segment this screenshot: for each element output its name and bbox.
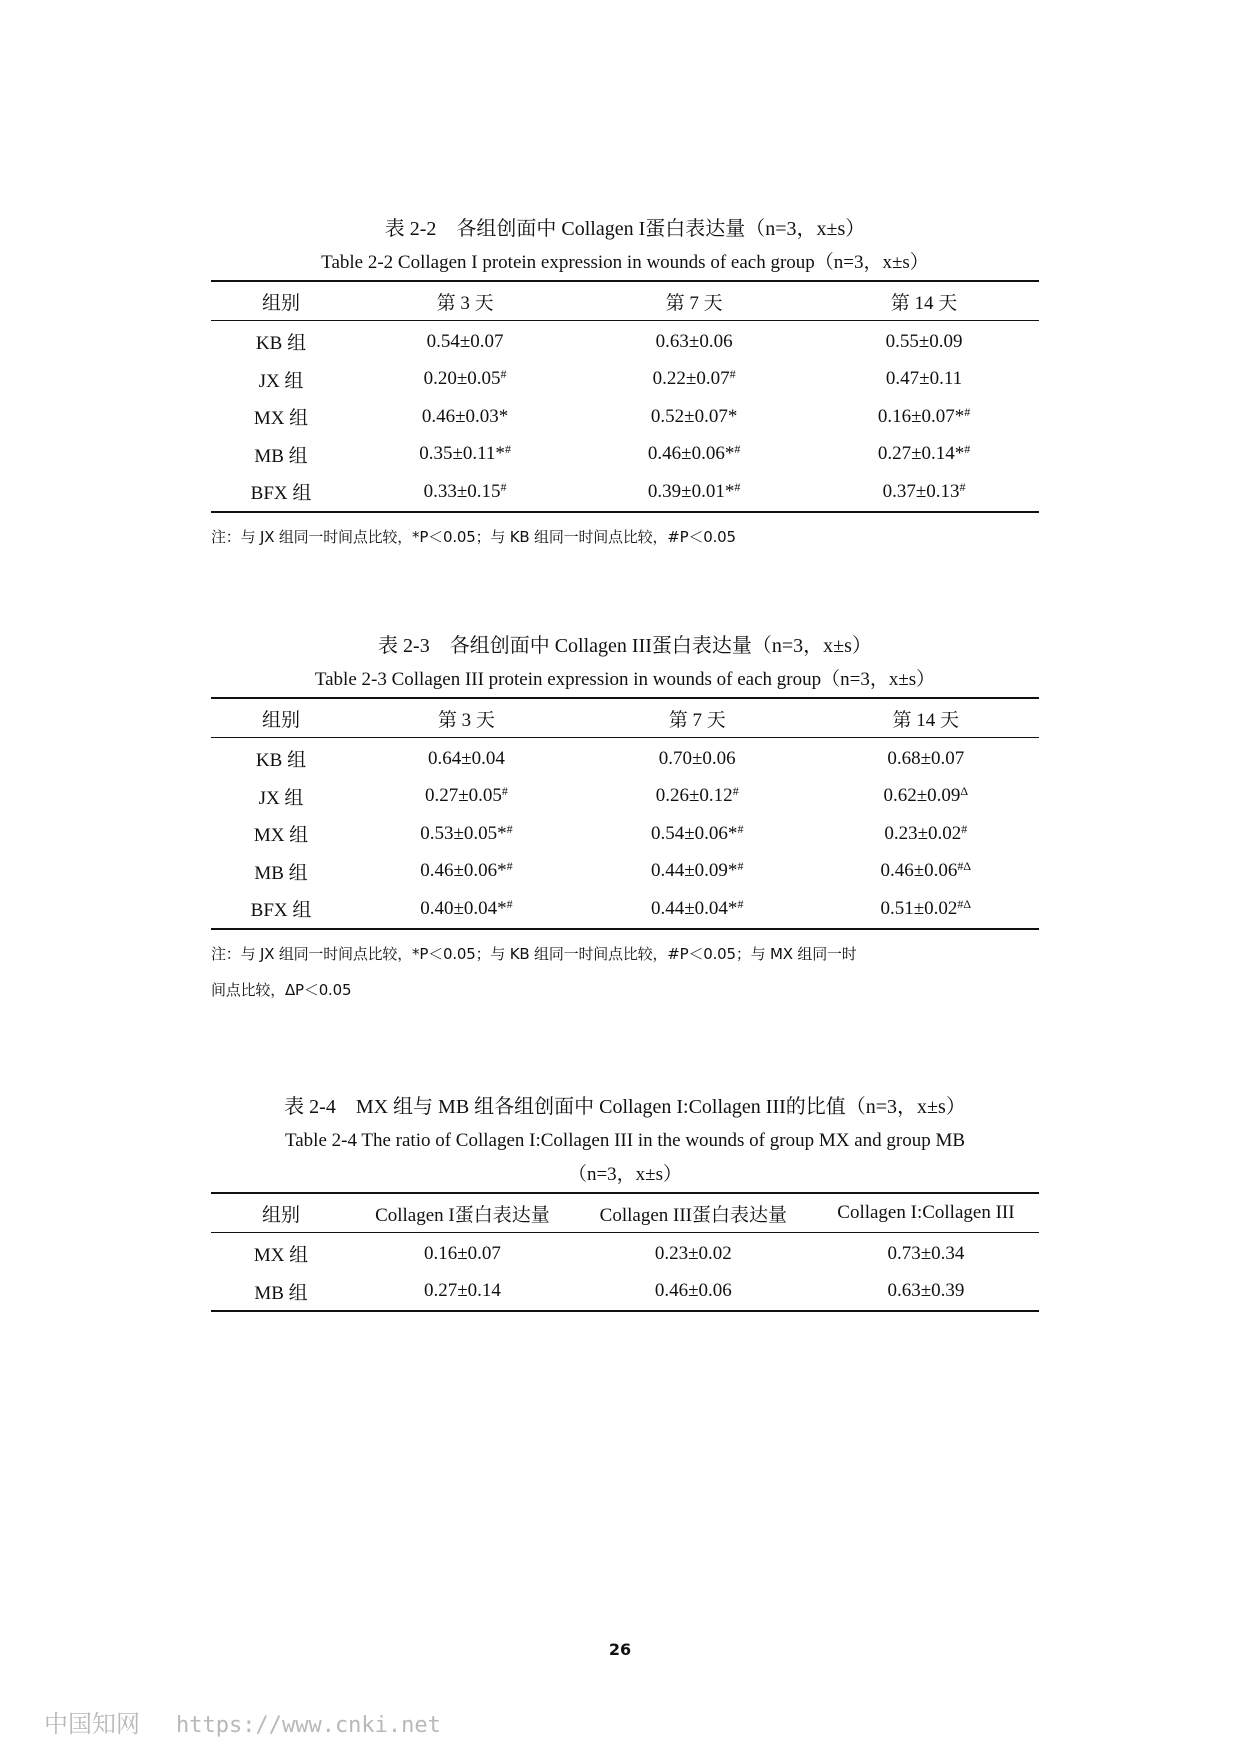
group-cell: MX 组 xyxy=(253,408,309,430)
value-cell: 0.37±0.13# xyxy=(882,479,966,502)
column-header: 组别 xyxy=(211,1193,351,1233)
value-cell: 0.23±0.02# xyxy=(884,821,968,844)
value-cell: 0.16±0.07 xyxy=(423,1242,501,1264)
column-header: 第 7 天 xyxy=(579,281,809,321)
table-caption-en-cont: （n=3，x±s） xyxy=(567,1164,683,1185)
table-note: 注：与 JX 组同一时间点比较，*P＜0.05；与 KB 组同一时间点比较，#P＜0.05；与 MX 组同一时 间点比较，ΔP＜0.05 xyxy=(211,944,857,999)
table-row xyxy=(211,778,1039,816)
value-cell: 0.39±0.01*# xyxy=(647,479,741,502)
value-cell: 0.68±0.07 xyxy=(887,747,965,769)
group-cell: MX 组 xyxy=(253,1245,309,1267)
table-row xyxy=(211,436,1039,474)
value-cell: 0.46±0.06*# xyxy=(647,442,741,465)
table-caption-zh: 表 2-3 各组创面中 Collagen III蛋白表达量（n=3，x±s） xyxy=(378,635,872,657)
value-cell: 0.64±0.04 xyxy=(427,747,505,769)
value-cell: 0.20±0.05# xyxy=(423,367,507,390)
column-header: 第 14 天 xyxy=(813,698,1039,738)
value-cell: 0.26±0.12# xyxy=(655,784,739,807)
watermark-site: 中国知网 xyxy=(44,1710,140,1738)
value-cell: 0.53±0.05*# xyxy=(420,821,513,844)
value-cell: 0.23±0.02 xyxy=(654,1242,732,1264)
value-cell: 0.44±0.09*# xyxy=(651,859,744,882)
table-row xyxy=(211,398,1039,436)
data-table xyxy=(211,280,1039,513)
table-row xyxy=(211,1273,1039,1312)
group-cell: MB 组 xyxy=(254,862,308,884)
watermark xyxy=(44,1704,441,1739)
value-cell: $0.46\pm 0.06^{\#\Delta}$ xyxy=(880,859,972,882)
group-cell: BFX 组 xyxy=(250,900,312,922)
value-cell: 0.47±0.11 xyxy=(885,368,963,390)
group-cell: BFX 组 xyxy=(250,483,312,505)
table-row xyxy=(211,815,1039,853)
table-row xyxy=(211,473,1039,512)
value-cell: 0.33±0.15# xyxy=(423,479,507,502)
column-header: 组别 xyxy=(211,698,351,738)
value-cell: 0.63±0.39 xyxy=(887,1280,965,1302)
value-cell: 0.44±0.04*# xyxy=(651,896,744,919)
page-number: 26 xyxy=(608,1640,632,1659)
value-cell: 0.54±0.06*# xyxy=(651,821,744,844)
table-block-2-3 xyxy=(211,629,1039,1008)
value-cell: 0.35±0.11*# xyxy=(419,442,511,465)
group-cell: JX 组 xyxy=(258,787,304,809)
value-cell: 0.63±0.06 xyxy=(655,330,733,352)
table-caption-en: Table 2-4 The ratio of Collagen I:Collagen III in the wounds of group MX and group MB xyxy=(284,1130,966,1151)
value-cell: 0.73±0.34 xyxy=(887,1242,965,1264)
column-header: Collagen III蛋白表达量 xyxy=(574,1193,813,1233)
column-header: 第 3 天 xyxy=(351,698,582,738)
value-cell: 0.27±0.05# xyxy=(424,784,508,807)
column-header: 第 14 天 xyxy=(809,281,1039,321)
value-cell: 0.46±0.03* xyxy=(421,405,509,427)
column-header: 第 3 天 xyxy=(351,281,579,321)
table-row xyxy=(211,890,1039,929)
table-row xyxy=(211,853,1039,891)
value-cell: 0.46±0.06*# xyxy=(420,859,513,882)
group-cell: KB 组 xyxy=(255,750,307,772)
value-cell: 0.55±0.09 xyxy=(885,330,963,352)
column-header: Collagen I:Collagen III xyxy=(813,1193,1039,1233)
group-cell: MX 组 xyxy=(253,825,309,847)
data-table xyxy=(211,697,1039,930)
watermark-url: https://www.cnki.net xyxy=(176,1713,441,1738)
table-row xyxy=(211,1233,1039,1273)
value-cell: 0.22±0.07# xyxy=(652,367,736,390)
value-cell: 0.40±0.04*# xyxy=(420,896,513,919)
table-row xyxy=(211,321,1039,361)
group-cell: MB 组 xyxy=(254,445,308,467)
table-caption-en: Table 2-3 Collagen III protein expression in wounds of each group（n=3，x±s） xyxy=(314,669,936,690)
table-caption-zh: 表 2-2 各组创面中 Collagen I蛋白表达量（n=3，x±s） xyxy=(384,218,866,240)
group-cell: KB 组 xyxy=(255,333,307,355)
value-cell: 0.46±0.06 xyxy=(654,1280,732,1302)
value-cell: 0.27±0.14*# xyxy=(877,442,971,465)
column-header: Collagen I蛋白表达量 xyxy=(351,1193,574,1233)
value-cell: 0.52±0.07* xyxy=(650,405,738,427)
table-block-2-2 xyxy=(211,212,1039,555)
column-header: 第 7 天 xyxy=(582,698,813,738)
value-cell: $0.62\pm 0.09^\Delta$ xyxy=(883,784,969,807)
value-cell: 0.27±0.14 xyxy=(423,1280,501,1302)
table-block-2-4 xyxy=(211,1090,1039,1312)
table-row xyxy=(211,361,1039,399)
table-caption-en: Table 2-2 Collagen I protein expression in wounds of each group（n=3，x±s） xyxy=(321,252,929,273)
data-table xyxy=(211,1192,1039,1312)
value-cell: $0.51\pm 0.02^{\#\Delta}$ xyxy=(880,896,972,919)
value-cell: 0.70±0.06 xyxy=(658,747,736,769)
value-cell: 0.54±0.07 xyxy=(426,330,504,352)
table-note: 注：与 JX 组同一时间点比较，*P＜0.05；与 KB 组同一时间点比较，#P＜0.05 xyxy=(211,527,736,546)
group-cell: MB 组 xyxy=(254,1282,308,1304)
table-caption-zh: 表 2-4 MX 组与 MB 组各组创面中 Collagen I:Collagen III的比值（n=3，x±s） xyxy=(284,1096,966,1118)
table-row xyxy=(211,738,1039,778)
value-cell: 0.16±0.07*# xyxy=(877,404,971,427)
group-cell: JX 组 xyxy=(258,370,304,392)
column-header: 组别 xyxy=(211,281,351,321)
